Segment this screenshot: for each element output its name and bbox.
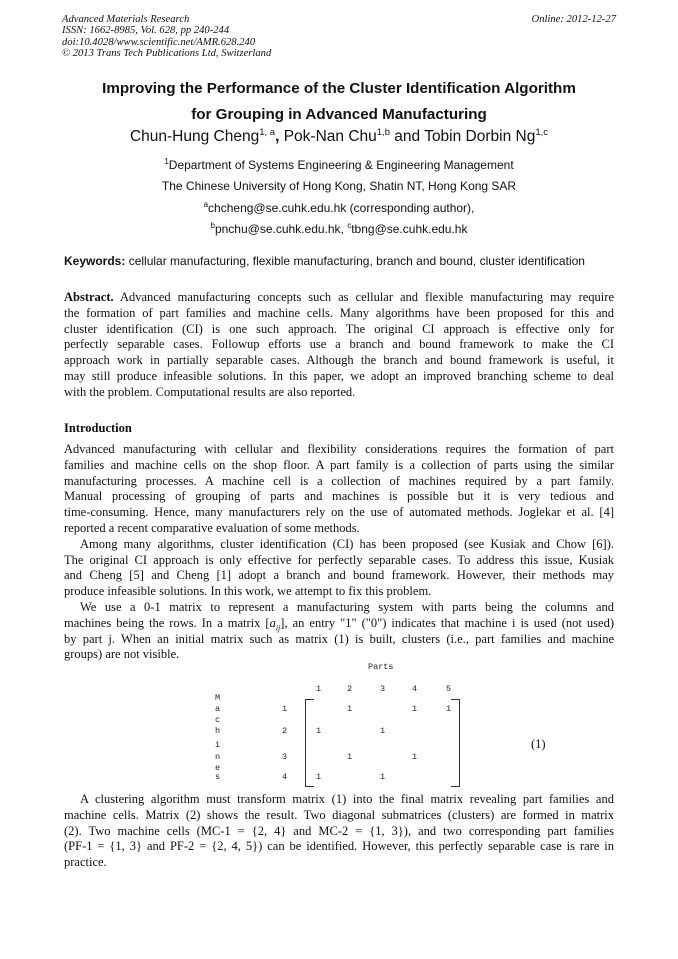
matrix-right-bracket	[451, 699, 460, 787]
inline-text: machines being the rows. In a matrix [	[64, 615, 270, 630]
email-c: tbng@se.cuhk.edu.hk	[351, 222, 468, 236]
matrix-cell: 1	[347, 752, 353, 762]
paragraph-line: The original CI approach is only effective for perfectly separable cases. To address this issue, Kusiak	[64, 552, 614, 567]
machines-letter: h	[215, 726, 221, 736]
paragraph-line: produce infeasible solutions. In this work, we attempt to fix this problem.	[64, 584, 432, 599]
paragraph-line: families and machine cells on the shop floor. A part family is a collection of parts using the similar	[64, 457, 614, 472]
author-2-affil: 1,b	[376, 127, 390, 138]
abstract-line: approach work in partially separable cases. Although the branch and bound framework is useful, it	[64, 353, 614, 368]
paragraph-line: reported a recent comparative evaluation of some methods.	[64, 520, 360, 535]
row-label: 1	[282, 704, 288, 714]
email-b: pnchu@se.cuhk.edu.hk,	[214, 222, 348, 236]
machines-letter: c	[215, 715, 221, 725]
matrix-cell: 1	[316, 726, 322, 736]
abstract-line	[64, 290, 614, 306]
paragraph-line: machine cells. Matrix (2) shows the result. Two diagonal submatrices (clusters) are formed in matrix	[64, 807, 614, 822]
intro-paragraph-4	[64, 792, 614, 871]
column-label: 1	[316, 684, 322, 694]
paragraph-line: (2). Two machine cells (MC-1 = {2, 4} and MC-2 = {1, 3}), and two corresponding part families	[64, 823, 614, 838]
machines-letter: M	[215, 693, 221, 703]
author-sep-2: and	[389, 128, 425, 146]
email-c-marker: c	[347, 221, 352, 230]
department-text: Department of Systems Engineering & Engineering Management	[168, 158, 514, 172]
abstract-line-text: Advanced manufacturing concepts such as cellular and flexible manufacturing may require	[113, 290, 614, 304]
paragraph-line	[64, 616, 614, 632]
column-label: 4	[412, 684, 418, 694]
matrix-cell: 1	[347, 704, 353, 714]
author-1: Chun-Hung Cheng	[129, 128, 260, 146]
online-date: Online: 2012-12-27	[531, 14, 616, 25]
author-list	[40, 127, 638, 146]
paragraph-line: time-consuming. Hence, many manufacturers rely on the use of automated methods. Joglekar et al. [4]	[64, 505, 614, 520]
abstract-line: the formation of part families and machine cells. Many algorithms have been proposed for this and	[64, 305, 614, 320]
paragraph-line: Advanced manufacturing with cellular and flexibility considerations requires the formation of part	[64, 442, 614, 456]
paragraph-line: We use a 0-1 matrix to represent a manufacturing system with parts being the columns and	[80, 599, 614, 614]
matrix-cell: 1	[380, 772, 386, 782]
abstract-label: Abstract.	[64, 290, 114, 304]
paragraph-line: by part j. When an initial matrix such as matrix (1) is built, clusters (i.e., part families and machine	[64, 631, 614, 646]
matrix-cell: 1	[316, 772, 322, 782]
author-sep-1: ,	[275, 128, 284, 146]
matrix-subscript: ij	[275, 623, 281, 633]
paragraph-line: Among many algorithms, cluster identification (CI) has been proposed (see Kusiak and Chow [6]).	[80, 536, 614, 551]
section-heading-introduction: Introduction	[64, 421, 132, 435]
paragraph-line: manufacturing processes. A machine cell is a collection of machines required by a part family.	[64, 473, 614, 488]
abstract-line: cluster identification (CI) is one such approach. The original CI approach is effective only for	[64, 321, 614, 336]
inline-text: ], an entry "1" ("0") indicates that machine i is used (not used)	[280, 615, 614, 630]
matrix-cell: 1	[380, 726, 386, 736]
matrix-cell: 1	[412, 752, 418, 762]
paragraph-line: and Cheng [5] and Cheng [1] adopt a branch and bound framework. However, their methods may	[64, 568, 614, 583]
affiliation-marker: 1	[164, 157, 169, 166]
journal-name: Advanced Materials Research	[62, 14, 190, 25]
abstract-line: may still produce infeasible solutions. In this paper, we adopt an improved branching scheme to deal	[64, 368, 614, 383]
paragraph-line: (PF-1 = {1, 3} and PF-2 = {2, 4, 5}) can be identified. However, this perfectly separable case is rare in	[64, 839, 614, 854]
paragraph-line: Manual processing of grouping of parts and machines is possible but it is very tedious and	[64, 489, 614, 504]
keywords-label: Keywords:	[64, 254, 126, 268]
row-label: 2	[282, 726, 288, 736]
paragraph-line: groups) are not visible.	[64, 647, 180, 662]
author-2: Pok-Nan Chu	[283, 128, 377, 146]
doi-line: doi:10.4028/www.scientific.net/AMR.628.240	[62, 36, 256, 48]
abstract	[64, 290, 614, 401]
affiliation-department	[40, 157, 638, 172]
machines-letter: e	[215, 763, 221, 773]
email-a-marker: a	[203, 200, 209, 209]
copyright-line: © 2013 Trans Tech Publications Ltd, Switzerland	[62, 48, 272, 60]
author-3-affil: 1,c	[535, 127, 549, 138]
email-line-1	[40, 200, 638, 215]
machines-letter: i	[215, 740, 221, 750]
email-b-marker: b	[210, 221, 215, 230]
machines-letter: n	[215, 752, 221, 762]
author-3: Tobin Dorbin Ng	[424, 128, 536, 146]
intro-paragraph-1	[64, 442, 614, 663]
machines-letter: a	[215, 704, 221, 714]
author-1-affil: 1, a	[259, 127, 276, 138]
paragraph-line: practice.	[64, 855, 107, 870]
keywords	[64, 254, 624, 268]
column-label: 5	[446, 684, 452, 694]
parts-label: Parts	[368, 662, 394, 672]
keywords-text: cellular manufacturing, flexible manufacturing, branch and bound, cluster identification	[125, 254, 585, 268]
paper-title-line-2: for Grouping in Advanced Manufacturing	[191, 106, 487, 123]
issn-line: ISSN: 1662-8985, Vol. 628, pp 240-244	[62, 25, 230, 37]
row-label: 4	[282, 772, 288, 782]
column-label: 2	[347, 684, 353, 694]
row-label: 3	[282, 752, 288, 762]
paragraph-line: A clustering algorithm must transform matrix (1) into the final matrix revealing part families and	[80, 792, 614, 806]
email-a: chcheng@se.cuhk.edu.hk (corresponding author),	[208, 201, 475, 215]
equation-number: (1)	[531, 737, 546, 751]
abstract-line: with the problem. Computational results are also reported.	[64, 384, 356, 399]
column-label: 3	[380, 684, 386, 694]
matrix-variable: a	[269, 615, 276, 630]
matrix-cell: 1	[446, 704, 452, 714]
email-line-2	[40, 221, 638, 236]
machines-letter: s	[215, 772, 221, 782]
matrix-cell: 1	[412, 704, 418, 714]
affiliation-university: The Chinese University of Hong Kong, Shatin NT, Hong Kong SAR	[161, 179, 517, 193]
matrix-left-bracket	[305, 699, 314, 787]
abstract-line: perfectly separable cases. Followup efforts use a branch and bound framework to make the CI	[64, 337, 614, 352]
paper-title-line-1: Improving the Performance of the Cluster Identification Algorithm	[102, 80, 576, 97]
journal-header	[62, 14, 616, 60]
